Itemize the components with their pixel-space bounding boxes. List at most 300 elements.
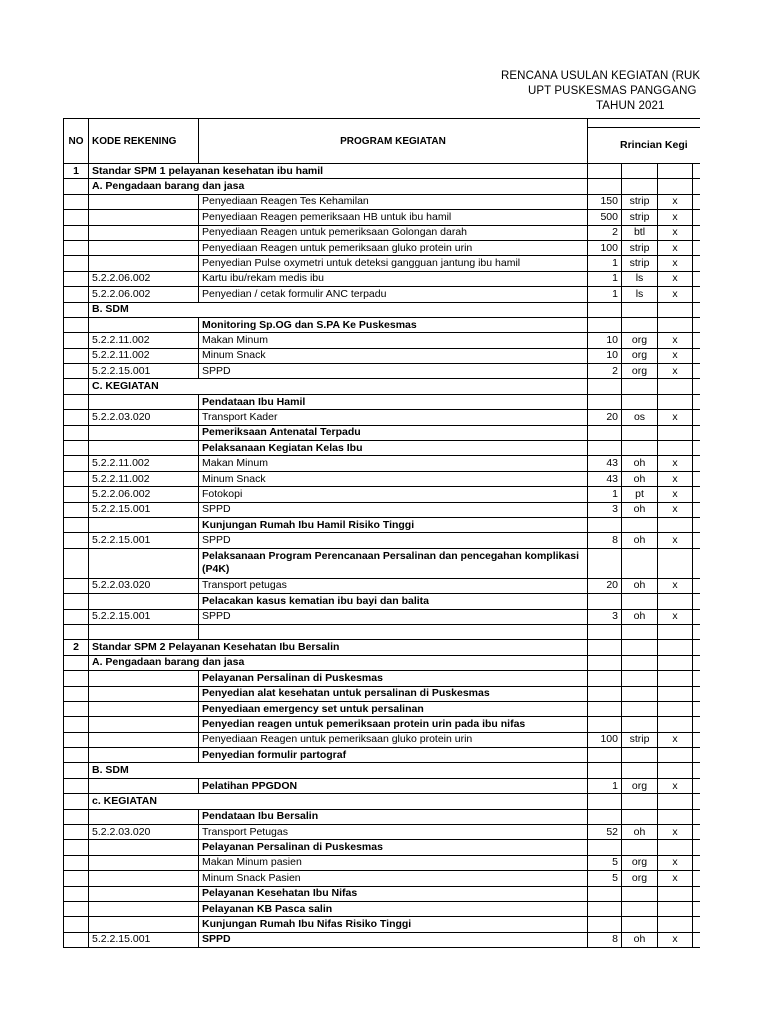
cell-clipped [693,517,701,532]
cell-multiplier [658,655,693,670]
cell-unit [622,394,658,409]
cell-clipped [693,317,701,332]
cell-program: Makan Minum [199,456,588,471]
cell-unit: oh [622,471,658,486]
cell-unit [622,548,658,578]
cell-unit: org [622,348,658,363]
cell-multiplier [658,717,693,732]
cell-multiplier: x [658,225,693,240]
cell-multiplier: x [658,240,693,255]
cell-quantity: 5 [588,871,622,886]
cell-no [64,471,89,486]
cell-multiplier: x [658,732,693,747]
cell-multiplier [658,901,693,916]
cell-no [64,655,89,670]
cell-no [64,671,89,686]
cell-quantity [588,686,622,701]
cell-unit [622,809,658,824]
cell-program: Penyedian Pulse oxymetri untuk deteksi gangguan jantung ibu hamil [199,256,588,271]
cell-no [64,179,89,194]
cell-kode-rekening [89,748,199,763]
cell-multiplier [658,840,693,855]
cell-no [64,717,89,732]
table-row [64,701,701,716]
cell-quantity [588,548,622,578]
cell-multiplier [658,748,693,763]
cell-program: Pelaksanaan Program Perencanaan Persalinan dan pencegahan komplikasi (P4K) [199,548,588,578]
cell-kode-rekening [89,840,199,855]
cell-program: SPPD [199,609,588,624]
cell-quantity: 150 [588,194,622,209]
cell-unit [622,748,658,763]
cell-quantity: 1 [588,778,622,793]
title-line-3: TAHUN 2021 [596,100,665,112]
cell-kode-rekening: 5.2.2.15.001 [89,932,199,947]
cell-kode-rekening: 5.2.2.06.002 [89,287,199,302]
cell-unit: org [622,364,658,379]
cell-no [64,348,89,363]
table-row [64,594,701,609]
cell-quantity [588,763,622,778]
cell-no [64,425,89,440]
cell-multiplier: x [658,471,693,486]
cell-clipped [693,748,701,763]
cell-no [64,302,89,317]
cell-program: Pelacakan kasus kematian ibu bayi dan balita [199,594,588,609]
cell-clipped [693,502,701,517]
cell-kode-rekening: 5.2.2.06.002 [89,487,199,502]
cell-multiplier [658,886,693,901]
cell-clipped [693,441,701,456]
cell-kode-rekening [89,624,199,639]
cell-no [64,825,89,840]
table-row [64,932,701,947]
cell-kode-rekening [89,701,199,716]
cell-unit [622,686,658,701]
cell-kode-rekening [89,441,199,456]
cell-quantity: 20 [588,410,622,425]
cell-multiplier [658,441,693,456]
cell-clipped [693,487,701,502]
cell-quantity [588,655,622,670]
cell-kode-rekening: 5.2.2.15.001 [89,502,199,517]
cell-clipped [693,840,701,855]
cell-program: Pemeriksaan Antenatal Terpadu [199,425,588,440]
cell-unit [622,517,658,532]
cell-no [64,441,89,456]
cell-kode-rekening [89,548,199,578]
cell-kode-rekening [89,717,199,732]
cell-clipped [693,256,701,271]
cell-kode-rekening [89,855,199,870]
header-rincian: Rrincian Kegi [588,128,701,164]
cell-kode-rekening [89,425,199,440]
table-row [64,487,701,502]
cell-clipped [693,287,701,302]
cell-multiplier: x [658,256,693,271]
table-row [64,871,701,886]
cell-no [64,333,89,348]
cell-clipped [693,794,701,809]
cell-quantity: 2 [588,364,622,379]
cell-program: SPPD [199,502,588,517]
cell-multiplier: x [658,194,693,209]
cell-no [64,456,89,471]
cell-unit [622,379,658,394]
cell-kode-rekening [89,594,199,609]
cell-kode-rekening [89,686,199,701]
cell-program: Penyedian / cetak formulir ANC terpadu [199,287,588,302]
cell-no [64,394,89,409]
cell-unit [622,917,658,932]
cell-kode-rekening [89,671,199,686]
cell-clipped [693,901,701,916]
table-row [64,748,701,763]
cell-no [64,763,89,778]
cell-clipped [693,640,701,655]
cell-program: Penyediaan Reagen pemeriksaan HB untuk ibu hamil [199,210,588,225]
cell-multiplier [658,640,693,655]
cell-quantity: 43 [588,471,622,486]
cell-quantity: 5 [588,855,622,870]
cell-multiplier: x [658,210,693,225]
cell-section-heading: Standar SPM 1 pelayanan kesehatan ibu hamil [89,164,588,179]
table-row [64,533,701,548]
cell-clipped [693,809,701,824]
cell-program: Penyediaan Reagen untuk pemeriksaan Golongan darah [199,225,588,240]
cell-clipped [693,932,701,947]
cell-multiplier [658,517,693,532]
cell-clipped [693,456,701,471]
cell-unit: oh [622,533,658,548]
cell-program: Fotokopi [199,487,588,502]
table-row [64,901,701,916]
cell-multiplier: x [658,333,693,348]
cell-quantity [588,425,622,440]
cell-clipped [693,609,701,624]
cell-clipped [693,179,701,194]
cell-kode-rekening [89,210,199,225]
cell-multiplier: x [658,502,693,517]
cell-no [64,624,89,639]
cell-clipped [693,240,701,255]
cell-multiplier: x [658,871,693,886]
cell-unit [622,164,658,179]
cell-no [64,732,89,747]
cell-kode-rekening [89,871,199,886]
cell-unit [622,671,658,686]
cell-clipped [693,871,701,886]
table-row [64,194,701,209]
cell-kode-rekening: 5.2.2.03.020 [89,578,199,593]
table-row [64,256,701,271]
cell-program: Kunjungan Rumah Ibu Hamil Risiko Tinggi [199,517,588,532]
table-row [64,502,701,517]
cell-multiplier: x [658,271,693,286]
cell-clipped [693,686,701,701]
cell-quantity [588,701,622,716]
cell-quantity [588,441,622,456]
cell-clipped [693,855,701,870]
cell-unit: org [622,333,658,348]
cell-multiplier: x [658,348,693,363]
cell-no [64,917,89,932]
cell-clipped [693,210,701,225]
table-row [64,240,701,255]
cell-unit: strip [622,210,658,225]
cell-no [64,487,89,502]
cell-kode-rekening [89,394,199,409]
cell-quantity [588,317,622,332]
table-row [64,609,701,624]
cell-multiplier: x [658,778,693,793]
cell-multiplier: x [658,456,693,471]
table-row [64,317,701,332]
cell-clipped [693,701,701,716]
cell-program: SPPD [199,533,588,548]
table-row [64,164,701,179]
table-row [64,624,701,639]
table-row [64,271,701,286]
cell-unit: strip [622,256,658,271]
cell-kode-rekening [89,317,199,332]
cell-no [64,809,89,824]
cell-quantity: 10 [588,348,622,363]
cell-unit [622,317,658,332]
cell-program: Kartu ibu/rekam medis ibu [199,271,588,286]
cell-multiplier: x [658,825,693,840]
cell-quantity: 3 [588,609,622,624]
cell-quantity: 10 [588,333,622,348]
cell-quantity: 1 [588,287,622,302]
cell-unit: org [622,855,658,870]
table-row [64,425,701,440]
cell-multiplier [658,594,693,609]
cell-unit [622,179,658,194]
cell-unit: oh [622,502,658,517]
cell-multiplier [658,794,693,809]
cell-quantity: 52 [588,825,622,840]
cell-kode-rekening: 5.2.2.03.020 [89,825,199,840]
cell-kode-rekening [89,886,199,901]
cell-unit [622,901,658,916]
cell-kode-rekening [89,240,199,255]
cell-quantity: 1 [588,271,622,286]
cell-quantity: 8 [588,533,622,548]
cell-kode-rekening [89,256,199,271]
cell-multiplier: x [658,855,693,870]
cell-section-heading: C. KEGIATAN [89,379,588,394]
cell-kode-rekening: 5.2.2.06.002 [89,271,199,286]
cell-program: Pelaksanaan Kegiatan Kelas Ibu [199,441,588,456]
cell-program: Pelayanan Persalinan di Puskesmas [199,840,588,855]
cell-kode-rekening: 5.2.2.15.001 [89,364,199,379]
cell-kode-rekening: 5.2.2.11.002 [89,456,199,471]
cell-quantity: 100 [588,732,622,747]
cell-no [64,533,89,548]
cell-no: 2 [64,640,89,655]
cell-no [64,210,89,225]
cell-clipped [693,394,701,409]
cell-unit [622,794,658,809]
cell-no [64,410,89,425]
cell-unit [622,425,658,440]
table-row [64,917,701,932]
cell-unit [622,840,658,855]
cell-kode-rekening: 5.2.2.03.020 [89,410,199,425]
cell-unit: org [622,778,658,793]
cell-program: Minum Snack [199,471,588,486]
cell-unit [622,594,658,609]
cell-program: Penyediaan Reagen Tes Kehamilan [199,194,588,209]
cell-quantity [588,840,622,855]
table-row [64,287,701,302]
header-blank-top [588,119,701,128]
cell-no: 1 [64,164,89,179]
cell-unit [622,717,658,732]
cell-no [64,256,89,271]
cell-section-heading: A. Pengadaan barang dan jasa [89,179,588,194]
cell-program: Penyediaan emergency set untuk persalinan [199,701,588,716]
cell-clipped [693,364,701,379]
cell-clipped [693,578,701,593]
cell-program: Pelayanan Kesehatan Ibu Nifas [199,886,588,901]
cell-program: SPPD [199,364,588,379]
cell-clipped [693,533,701,548]
cell-no [64,686,89,701]
table-row [64,394,701,409]
cell-kode-rekening: 5.2.2.15.001 [89,533,199,548]
cell-program: Transport Kader [199,410,588,425]
cell-multiplier: x [658,487,693,502]
table-row [64,655,701,670]
cell-quantity [588,886,622,901]
cell-unit [622,701,658,716]
table-row [64,778,701,793]
cell-section-heading: A. Pengadaan barang dan jasa [89,655,588,670]
cell-clipped [693,333,701,348]
cell-program [199,624,588,639]
cell-multiplier [658,317,693,332]
table-row [64,671,701,686]
cell-multiplier [658,701,693,716]
cell-multiplier [658,302,693,317]
cell-clipped [693,548,701,578]
cell-no [64,794,89,809]
title-line-1: RENCANA USULAN KEGIATAN (RUK [501,70,701,82]
cell-unit: org [622,871,658,886]
cell-no [64,317,89,332]
cell-clipped [693,717,701,732]
cell-no [64,886,89,901]
cell-kode-rekening [89,517,199,532]
cell-clipped [693,917,701,932]
cell-clipped [693,410,701,425]
cell-quantity [588,640,622,655]
cell-program: Penyedian formulir partograf [199,748,588,763]
cell-multiplier [658,379,693,394]
cell-multiplier: x [658,609,693,624]
cell-program: Pendataan Ibu Bersalin [199,809,588,824]
cell-kode-rekening [89,732,199,747]
table-row [64,640,701,655]
cell-unit: oh [622,932,658,947]
cell-section-heading: B. SDM [89,763,588,778]
cell-multiplier [658,425,693,440]
cell-unit [622,655,658,670]
table-row [64,441,701,456]
cell-quantity: 20 [588,578,622,593]
cell-clipped [693,778,701,793]
table-row [64,471,701,486]
cell-kode-rekening [89,778,199,793]
table-row [64,348,701,363]
cell-program: Kunjungan Rumah Ibu Nifas Risiko Tinggi [199,917,588,932]
cell-program: Pendataan Ibu Hamil [199,394,588,409]
cell-kode-rekening [89,809,199,824]
table-row [64,840,701,855]
cell-quantity [588,794,622,809]
cell-multiplier [658,164,693,179]
cell-no [64,287,89,302]
cell-quantity: 43 [588,456,622,471]
cell-no [64,748,89,763]
cell-clipped [693,732,701,747]
cell-clipped [693,671,701,686]
cell-section-heading: Standar SPM 2 Pelayanan Kesehatan Ibu Bersalin [89,640,588,655]
cell-quantity [588,917,622,932]
table-row [64,686,701,701]
cell-kode-rekening [89,225,199,240]
table-row [64,210,701,225]
cell-unit: strip [622,240,658,255]
table-row [64,855,701,870]
cell-multiplier [658,671,693,686]
cell-program: Makan Minum [199,333,588,348]
cell-clipped [693,886,701,901]
cell-kode-rekening [89,917,199,932]
cell-multiplier [658,763,693,778]
cell-quantity [588,179,622,194]
cell-unit: oh [622,825,658,840]
table-row [64,717,701,732]
cell-multiplier [658,179,693,194]
cell-multiplier [658,686,693,701]
cell-quantity [588,809,622,824]
cell-no [64,594,89,609]
cell-no [64,701,89,716]
cell-unit [622,640,658,655]
cell-program: Transport Petugas [199,825,588,840]
cell-clipped [693,594,701,609]
cell-quantity [588,594,622,609]
cell-unit: strip [622,732,658,747]
cell-no [64,194,89,209]
cell-multiplier: x [658,364,693,379]
cell-quantity: 1 [588,487,622,502]
cell-multiplier: x [658,410,693,425]
cell-unit: oh [622,578,658,593]
cell-quantity [588,901,622,916]
cell-kode-rekening [89,194,199,209]
cell-section-heading: B. SDM [89,302,588,317]
cell-clipped [693,271,701,286]
table-row [64,732,701,747]
cell-program: Monitoring Sp.OG dan S.PA Ke Puskesmas [199,317,588,332]
title-line-2: UPT PUSKESMAS PANGGANG [528,85,697,97]
cell-no [64,517,89,532]
cell-unit [622,302,658,317]
